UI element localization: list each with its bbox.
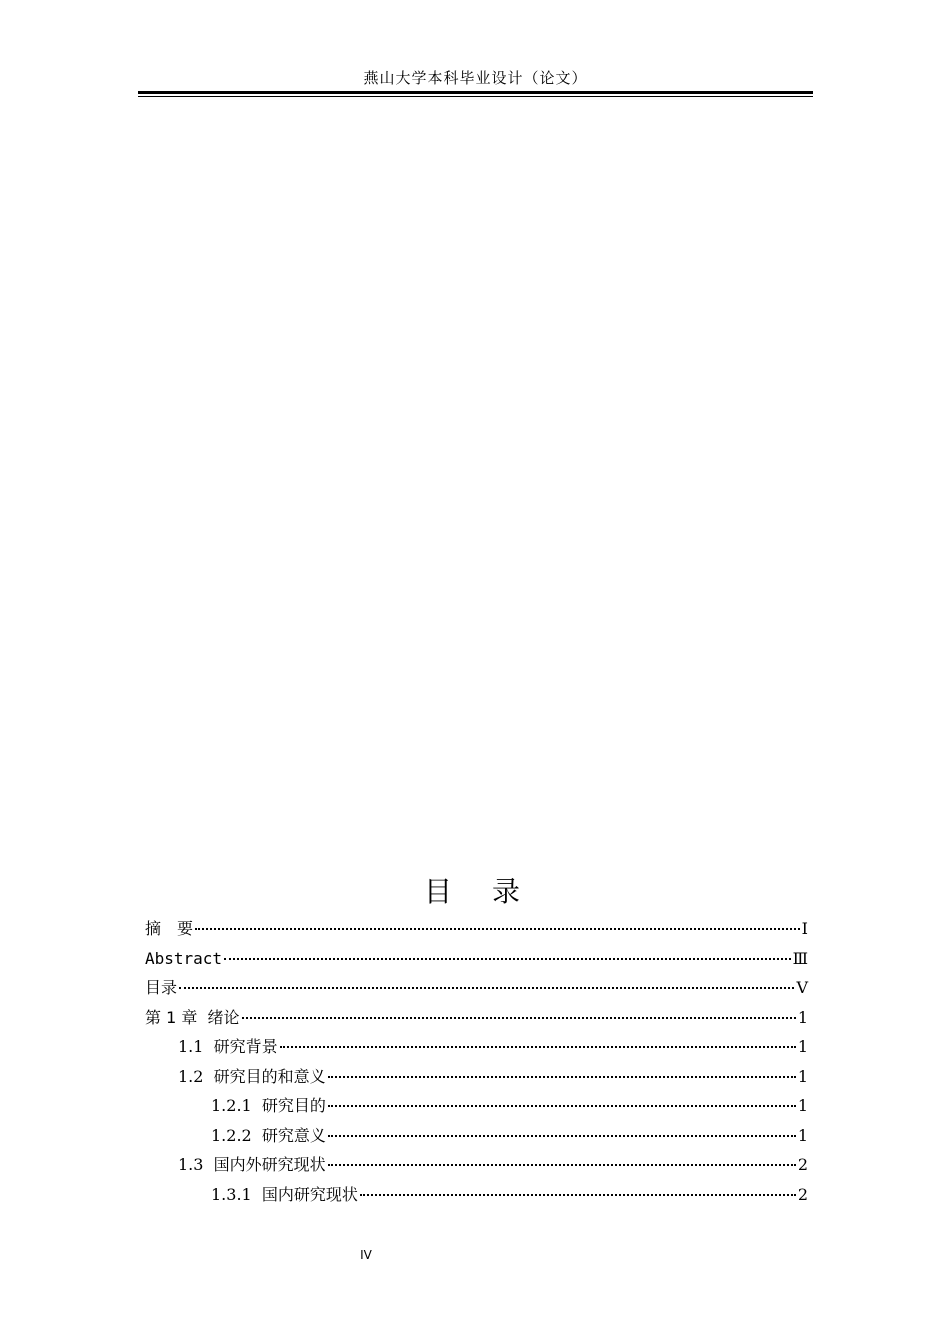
toc-entry-page: Ⅴ bbox=[796, 978, 808, 997]
toc-entry-label: 1.1 研究背景 bbox=[178, 1037, 278, 1056]
toc-dot-leader bbox=[280, 1045, 796, 1048]
toc-entry-label: 1.2.1 研究目的 bbox=[211, 1096, 326, 1115]
toc-dot-leader bbox=[179, 986, 794, 989]
toc-entry[interactable] bbox=[145, 973, 808, 1003]
toc-entry-label: 1.3 国内外研究现状 bbox=[178, 1155, 326, 1174]
toc-entry-page: Ⅲ bbox=[792, 948, 808, 968]
toc-entry-label: 摘 要 bbox=[145, 919, 194, 938]
toc-dot-leader bbox=[224, 957, 791, 960]
header-rule-thin bbox=[138, 96, 813, 97]
toc-dot-leader bbox=[328, 1075, 796, 1078]
toc-entry[interactable] bbox=[145, 1032, 808, 1062]
toc-entry[interactable] bbox=[145, 914, 808, 944]
toc-title: 目 录 bbox=[423, 875, 526, 908]
toc-entry-page: 2 bbox=[797, 1155, 808, 1174]
toc-dot-leader bbox=[328, 1134, 796, 1137]
toc-entry-label: Abstract bbox=[145, 948, 223, 968]
toc-dot-leader bbox=[360, 1193, 796, 1196]
toc-dot-leader bbox=[242, 1016, 796, 1019]
toc-entry[interactable] bbox=[145, 1121, 808, 1151]
toc-dot-leader bbox=[195, 927, 800, 930]
toc-dot-leader bbox=[328, 1104, 796, 1107]
toc-entry[interactable] bbox=[145, 1150, 808, 1180]
toc-entry-page: 1 bbox=[797, 1037, 808, 1056]
table-of-contents bbox=[145, 914, 808, 1209]
toc-dot-leader bbox=[328, 1163, 796, 1166]
toc-entry[interactable] bbox=[145, 1062, 808, 1092]
toc-entry-page: 1 bbox=[797, 1125, 808, 1145]
header-rule-thick bbox=[138, 91, 813, 94]
toc-entry-label: 第 1 章 绪论 bbox=[145, 1007, 240, 1027]
page-number: IV bbox=[360, 1248, 372, 1262]
toc-entry-page: 2 bbox=[797, 1184, 808, 1204]
toc-entry-label: 1.2 研究目的和意义 bbox=[178, 1066, 326, 1086]
page-header-title: 燕山大学本科毕业设计（论文） bbox=[363, 69, 588, 87]
toc-entry[interactable] bbox=[145, 944, 808, 974]
toc-entry-label: 1.3.1 国内研究现状 bbox=[211, 1184, 358, 1204]
toc-entry-label: 目录 bbox=[145, 978, 178, 997]
toc-entry-page: I bbox=[801, 919, 808, 938]
toc-entry-page: 1 bbox=[797, 1066, 808, 1086]
toc-entry[interactable] bbox=[145, 1091, 808, 1121]
toc-entry[interactable] bbox=[145, 1003, 808, 1033]
toc-entry[interactable] bbox=[145, 1180, 808, 1210]
toc-entry-label: 1.2.2 研究意义 bbox=[211, 1125, 326, 1145]
toc-entry-page: 1 bbox=[797, 1007, 808, 1027]
toc-entry-page: 1 bbox=[797, 1096, 808, 1115]
